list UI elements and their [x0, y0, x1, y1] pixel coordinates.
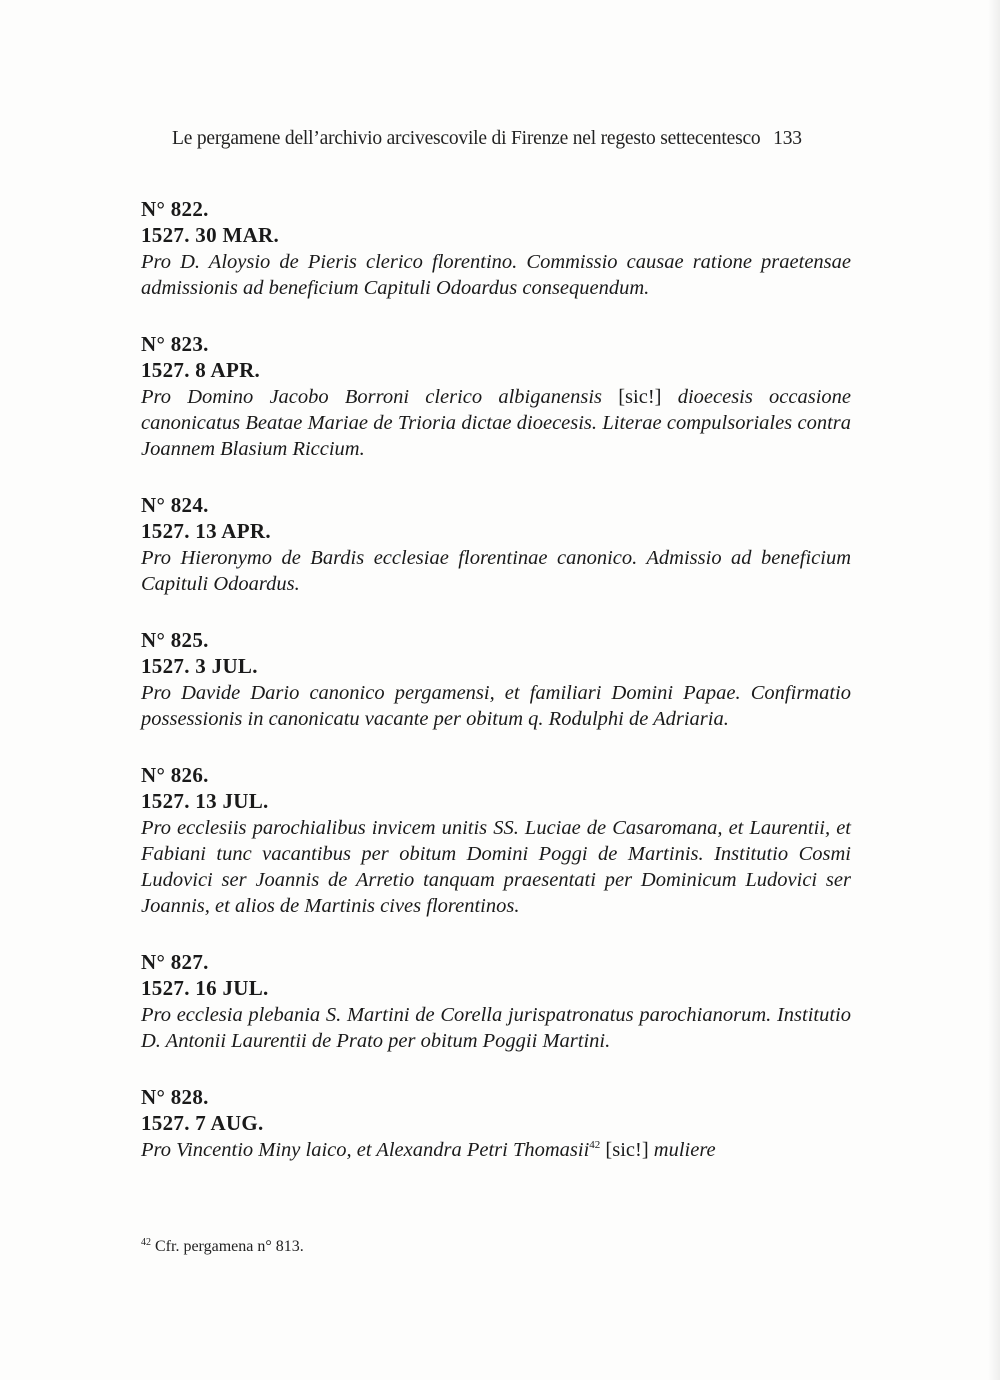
page-number: 133	[773, 128, 802, 149]
entry-date: 1527. 8 APR.	[141, 358, 261, 382]
entry-825	[141, 627, 851, 732]
footnote-reference[interactable]: 42	[589, 1139, 601, 1152]
sic-mark: [sic!]	[605, 1139, 649, 1161]
entry-text-part-b: dioecesis occasione canonicatus Beatae Mariae de Trioria dictae dioecesis. Literae compulsoriales contra Joannem Blasium Riccium.	[141, 386, 852, 460]
entry-text	[141, 680, 851, 732]
entry-date: 1527. 7 AUG.	[141, 1111, 264, 1135]
entry-827	[141, 949, 851, 1054]
entry-date: 1527. 13 APR.	[141, 519, 271, 543]
entry-number: N° 825.	[141, 628, 209, 652]
entry-number: N° 828.	[141, 1085, 209, 1109]
entry-text-part-a: Pro Domino Jacobo Borroni clerico albiganensis	[141, 386, 602, 408]
entry-number: N° 822.	[141, 197, 209, 221]
entry-text	[141, 1137, 851, 1163]
entry-text-body: Pro ecclesiis parochialibus invicem unitis SS. Luciae de Casaromana, et Laurentii, et Fabiani tunc vacantibus per obitum Domini Poggi de Martinis. Institutio Cosmi Ludovici ser Joannis de Arretio tanquam praesentati per Dominicum Ludovici ser Joannis, et alios de Martinis cives florentinos.	[141, 817, 851, 917]
entry-824	[141, 492, 851, 597]
entry-date: 1527. 30 MAR.	[141, 223, 280, 247]
entry-text	[141, 815, 851, 919]
footnote	[141, 1238, 304, 1256]
entry-text-part-b: muliere	[653, 1139, 716, 1161]
entry-date: 1527. 13 JUL.	[141, 789, 269, 813]
page-edge-shadow	[988, 0, 1000, 1380]
entry-text-part-a: Pro Vincentio Miny laico, et Alexandra Petri Thomasii	[141, 1139, 590, 1161]
entry-text-body: Pro D. Aloysio de Pieris clerico florentino. Commissio causae ratione praetensae admissionis ad beneficium Capituli Odoardus consequendum.	[141, 251, 851, 299]
entry-828	[141, 1084, 851, 1163]
entry-826	[141, 762, 851, 919]
entry-text	[141, 384, 851, 462]
footnote-text: Cfr. pergamena n° 813.	[155, 1238, 304, 1255]
header-title: Le pergamene dell’archivio arcivescovile di Firenze nel regesto settecentesco	[172, 128, 761, 149]
footnote-marker: 42	[141, 1236, 151, 1248]
entry-822	[141, 196, 851, 301]
entry-text-body: Pro ecclesia plebania S. Martini de Corella jurispatronatus parochianorum. Institutio D. Antonii Laurentii de Prato per obitum Poggii Martini.	[141, 1004, 851, 1052]
entry-text	[141, 249, 851, 301]
entry-text-body: Pro Hieronymo de Bardis ecclesiae florentinae canonico. Admissio ad beneficium Capituli Odoardus.	[141, 547, 851, 595]
entries-list	[141, 196, 851, 1193]
entry-date: 1527. 3 JUL.	[141, 654, 258, 678]
entry-number: N° 827.	[141, 950, 209, 974]
running-header	[172, 128, 852, 150]
sic-mark: [sic!]	[618, 386, 662, 408]
entry-text	[141, 545, 851, 597]
entry-text	[141, 1002, 851, 1054]
entry-number: N° 826.	[141, 763, 209, 787]
entry-date: 1527. 16 JUL.	[141, 976, 269, 1000]
entry-text-body: Pro Davide Dario canonico pergamensi, et familiari Domini Papae. Confirmatio possessionis in canonicatu vacante per obitum q. Rodulphi de Adriaria.	[141, 682, 851, 730]
entry-number: N° 823.	[141, 332, 209, 356]
entry-823	[141, 331, 851, 462]
entry-number: N° 824.	[141, 493, 209, 517]
